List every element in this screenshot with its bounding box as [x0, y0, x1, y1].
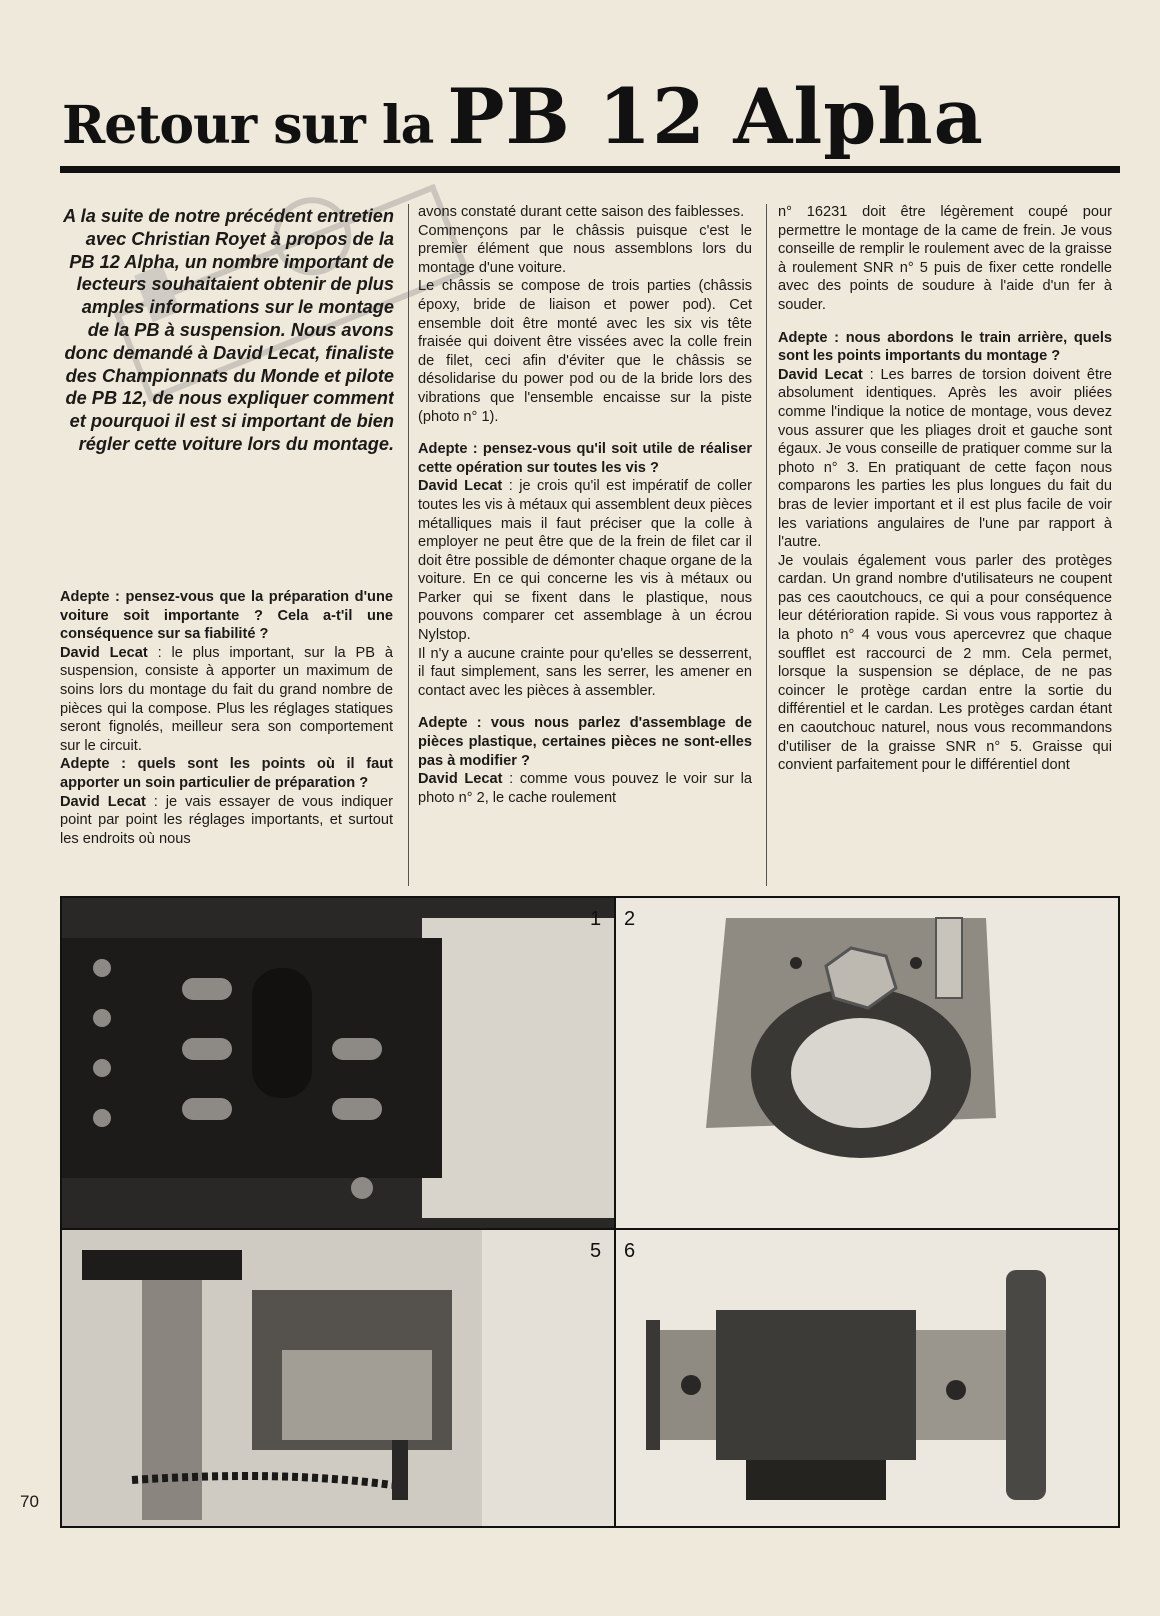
column-divider	[408, 204, 409, 886]
answer	[778, 366, 1112, 552]
bearing-illustration	[616, 898, 1120, 1230]
answer	[60, 793, 393, 849]
paragraph: Commençons par le châssis puisque c'est le premier élément que nous assemblons lors du montage d'une voiture.	[418, 222, 752, 276]
speaker-name: David Lecat	[418, 771, 503, 788]
photo-number: 5	[590, 1240, 602, 1262]
title-rule	[60, 166, 1120, 173]
answer-text: : je crois qu'il est impératif de coller toutes les vis à métaux qui assemblent deux pièces métalliques mais il faut préciser que la colle à employer ne peut être que de la frein de filet car il doit être possible de démonter chaque organe de la voiture. En ce qui concerne les vis à métaux ou Parker qui se fixent dans le plastique, nous pouvons comparer cet assemblage à un écrou Nylstop.	[418, 478, 752, 644]
title-part-1: Retour sur la	[62, 95, 434, 156]
article-title	[62, 72, 1112, 161]
column-divider	[766, 204, 767, 886]
photo-number: 2	[624, 908, 636, 930]
answer-text: : Les barres de torsion doivent être absolument identiques. Après les avoir pliées comme l'indique la notice de montage, vous devez vous assurer que les pliages droit et gauche sont égaux. Je vous conseille de pratiquer comme sur la photo n° 3. En pratiquant de cette façon nous comparons les parties les plus longues du fait du bras de levier important et il est plus facile de voir les variations angulaires de l'une par rapport à l'autre.	[778, 366, 1112, 551]
paragraph: Il n'y a aucune crainte pour qu'elles se desserrent, il faut simplement, sans les serrer, les amener en contact avec les pièces à assembler.	[418, 645, 752, 699]
photo-number: 1	[590, 908, 602, 930]
photo-1-chassis	[60, 896, 616, 1230]
speaker-name: David Lecat	[60, 793, 146, 810]
axle-illustration	[616, 1230, 1120, 1528]
question: Adepte : quels sont les points où il faut apporter un soin particulier de préparation ?	[60, 756, 393, 791]
gear-assembly-illustration	[62, 1230, 616, 1528]
page-number: 70	[20, 1492, 39, 1511]
paragraph: n° 16231 doit être légèrement coupé pour permettre le montage de la came de frein. Je vous conseille de remplir le roulement avec de la graisse à roulement SNR n° 5 puis de fixer cette rondelle avec des points de soudure à l'aide d'un fer à souder.	[778, 204, 1112, 313]
speaker-name: David Lecat	[418, 478, 503, 495]
speaker-name: David Lecat	[60, 644, 148, 661]
paragraph: Le châssis se compose de trois parties (châssis époxy, bride de liaison et power pod). Cet ensemble doit être monté avec les six vis tête fraisée qui doivent être vissées avec la colle frein de filet, ceci afin d'éviter que le châssis se désolidarise du power pod ou de la bride lors des vibrations que l'ensemble encaisse sur la piste (photo n° 1).	[418, 278, 752, 425]
answer	[418, 477, 752, 644]
title-part-2: PB 12 Alpha	[447, 72, 984, 161]
speaker-name: David Lecat	[778, 366, 863, 383]
chassis-illustration	[62, 898, 616, 1230]
answer-text: : comme vous pouvez le voir sur la photo n° 2, le cache roulement	[418, 771, 752, 806]
answer-text: : le plus important, sur la PB à suspension, consiste à apporter un maximum de soins lors du montage du fait du grand nombre de pièces qui la compose. Plus les réglages statiques seront fignolés, meilleur sera son comportement sur le circuit.	[60, 644, 393, 754]
column-1	[60, 588, 393, 890]
answer	[418, 770, 752, 807]
photo-number: 6	[624, 1240, 636, 1262]
photo-6-axle	[614, 1228, 1120, 1528]
question: Adepte : vous nous parlez d'assemblage de pièces plastique, certaines pièces ne sont-elles pas à modifier ?	[418, 715, 752, 769]
paragraph: avons constaté durant cette saison des faiblesses.	[418, 204, 745, 220]
column-3	[778, 203, 1112, 889]
column-2	[418, 203, 752, 889]
answer	[60, 644, 393, 756]
answer-text: : je vais essayer de vous indiquer point par point les réglages importants, et surtout les endroits où nous	[60, 793, 393, 847]
question: Adepte : nous abordons le train arrière, quels sont les points importants du montage ?	[778, 329, 1112, 365]
question: Adepte : pensez-vous que la préparation d'une voiture soit importante ? Cela a-t'il une conséquence sur sa fiabilité ?	[60, 589, 393, 643]
article-intro: A la suite de notre précédent entretien avec Christian Royet à propos de la PB 12 Alpha, un nombre important de lecteurs souhaitaient obtenir de plus amples informations sur le montage de la PB à suspension. Nous avons donc demandé à David Lecat, finaliste des Championnats du Monde et pilote de PB 12, de nous expliquer comment et pourquoi il est si important de bien régler cette voiture lors du montage.	[63, 206, 394, 454]
photo-2-bearing-cover	[614, 896, 1120, 1230]
paragraph: Je voulais également vous parler des protèges cardan. Un grand nombre d'utilisateurs ne coupent pas ces caoutchoucs, ce qui a pour conséquence leur détérioration rapide. Si vous vous rapportez à la photo n° 4 vous vous apercevrez que chaque soufflet est raccourci de 2 mm. Cela permet, lorsque la suspension se déplace, de ne pas coincer le protège cardan entre la sortie du différentiel et le cardan. Les protèges cardan étant en caoutchouc naturel, nous vous recommandons d'utiliser de la graisse SNR n° 5. Graisse qui convient parfaitement pour le différentiel dont	[778, 552, 1112, 774]
photo-5-gear-assembly	[60, 1228, 616, 1528]
question: Adepte : pensez-vous qu'il soit utile de réaliser cette opération sur toutes les vis ?	[418, 441, 752, 476]
